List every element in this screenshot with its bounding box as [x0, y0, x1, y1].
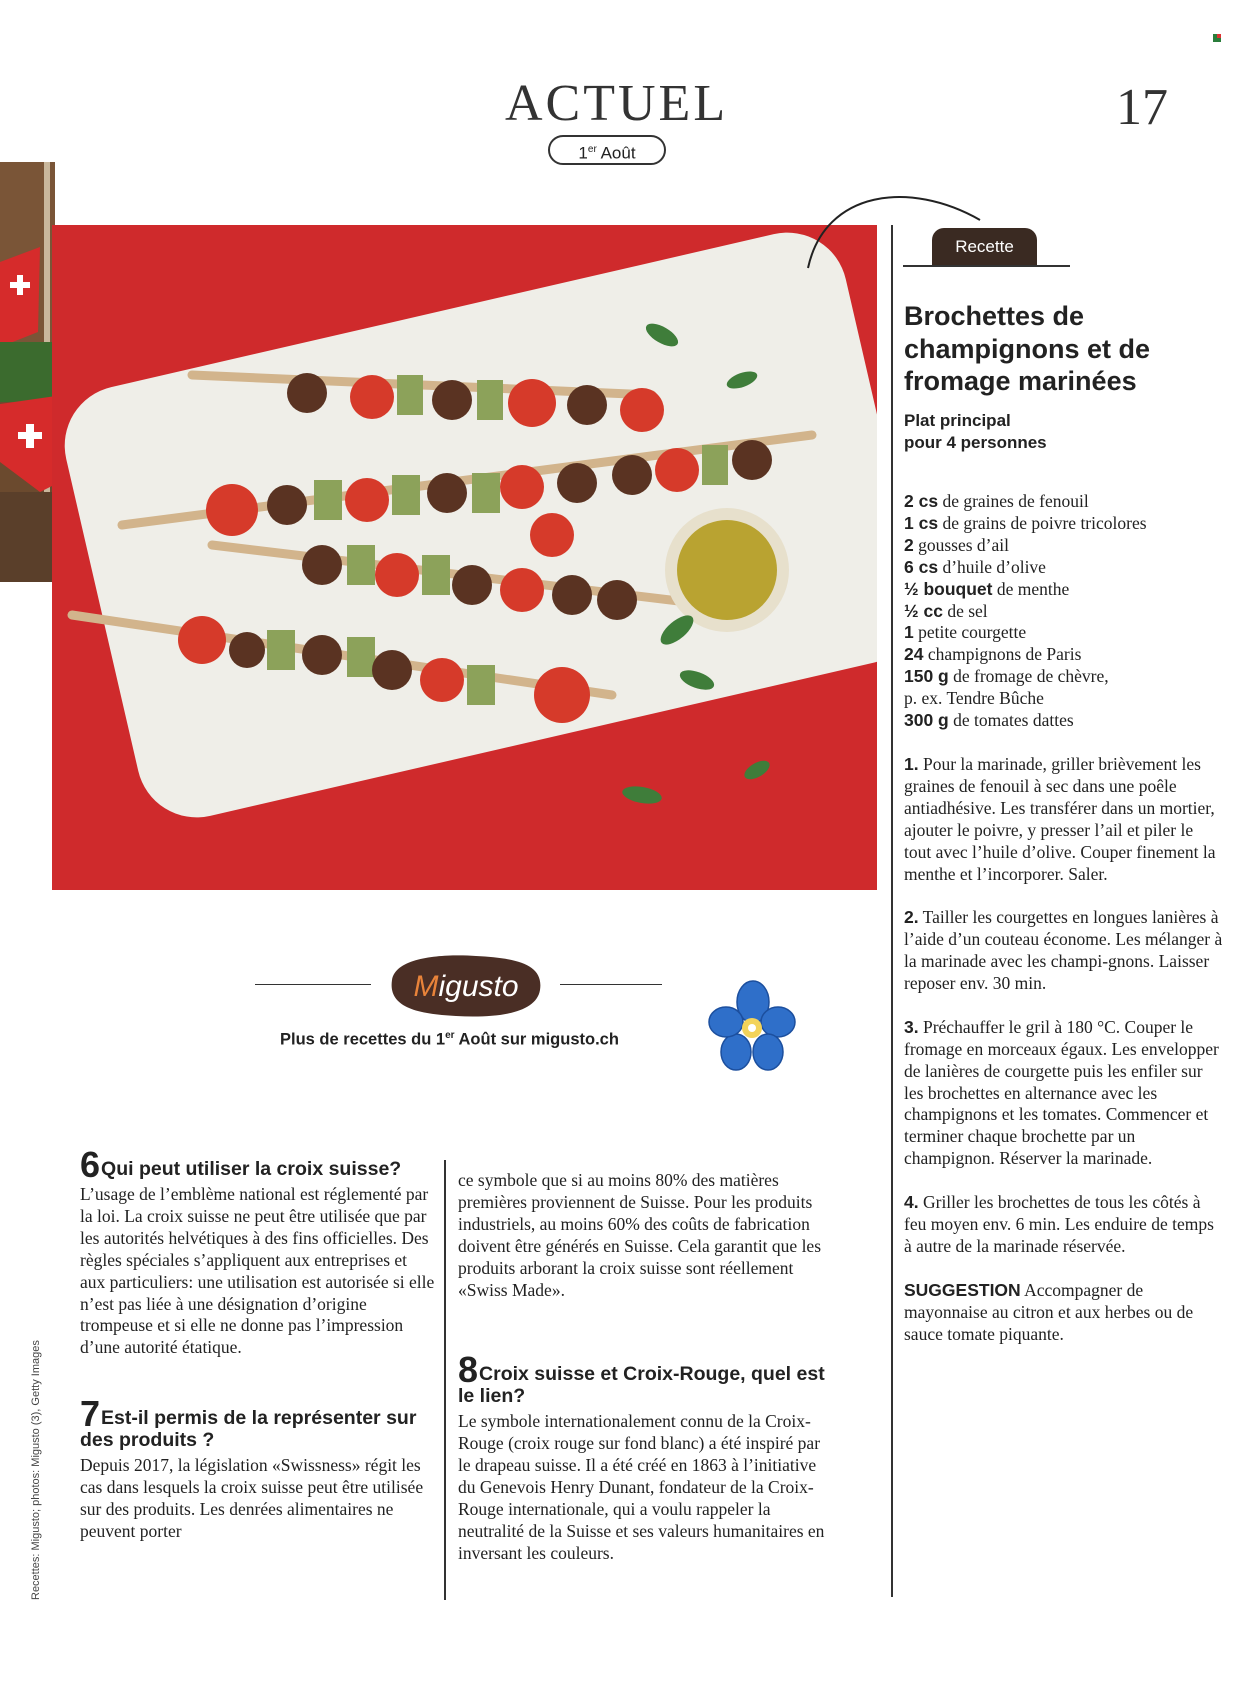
- ingredient-item: 2 cs de graines de fenouil: [904, 491, 1089, 511]
- recipe-step: 2. Tailler les courgettes en longues lanières à l’aide d’un couteau économe. Les mélanger à la marinade avec les champi-gnons. Laisser reposer env. 30 min.: [904, 907, 1223, 994]
- date-day: 1: [578, 143, 588, 163]
- faq-q7-continued: [458, 1170, 828, 1301]
- faq-q8-body: Le symbole internationalement connu de la Croix-Rouge (croix rouge sur fond blanc) a été inspiré par le drapeau suisse. Il a été créé en 1863 à l’initiative du Genevois Henry Dunant, fondateur de la Croix-Rouge internationale, qui a voulu rappeler la neutralité de la Suisse et ses valeurs humanitaires en inversant les couleurs.: [458, 1411, 825, 1563]
- ingredient-item: 2 gousses d’ail: [904, 534, 1010, 555]
- faq-q7-heading: 7 Est-il permis de la représenter sur des produits ?: [80, 1393, 417, 1452]
- ingredient-item: 300 g de tomates dattes: [904, 710, 1074, 731]
- page-number: 17: [1116, 79, 1168, 136]
- recipe-step: 3. Préchauffer le gril à 180 °C. Couper le fromage en morceaux égaux. Les envelopper de lanières de courgette puis les enfiler sur les brochettes en alternance avec les champignons et les tomates. Commencer et terminer chaque brochette par un champignon. Réserver la marinade.: [904, 1016, 1219, 1169]
- recipe-suggestion: SUGGESTION Accompagner de mayonnaise au citron et aux herbes ou de sauce tomate piquante.: [904, 1279, 1194, 1344]
- faq-q7-body-cont: ce symbole que si au moins 80% des matières premières proviennent de Suisse. Pour les produits industriels, au moins 60% des coûts de fabrication doivent être générés en Suisse. Cela garantit que les produits arborant la croix suisse sont réellement «Swiss Made».: [458, 1170, 822, 1300]
- skewers-illustration: [52, 225, 877, 890]
- photo-credit: Recettes: Migusto; photos: Migusto (3), Getty Images: [30, 1340, 42, 1600]
- faq-column-divider: [444, 1160, 446, 1600]
- faq-q6-body: L’usage de l’emblème national est réglementé par la loi. La croix suisse ne peut être utilisée que par les autorités helvétiques à des fins officielles. Des règles spéciales s’appliquent aux entreprises et aux particuliers: une utilisation est autorisée si elle n’est pas liée à une désignation d’origine trompeuse et si elle ne donne pas l’impression d’une autorité étatique.: [80, 1184, 435, 1358]
- sidebar-divider: [891, 225, 893, 1597]
- faq-q7: [80, 1393, 435, 1543]
- date-pill: [548, 135, 666, 165]
- date-sup: er: [587, 144, 597, 155]
- ingredient-item: ½ cc de sel: [904, 600, 988, 621]
- recipe-title: Brochettes de champignons et de fromage marinées: [904, 301, 1151, 396]
- faq-q6: [80, 1144, 435, 1359]
- faq-column-left: [80, 1144, 435, 1583]
- recipe-tab-rule: [903, 265, 1070, 267]
- recipe-steps: [904, 754, 1224, 1367]
- faq-q7-body: Depuis 2017, la législation «Swissness» régit les cas dans lesquels la croix suisse peut être utilisée sur des produits. Les denrées alimentaires ne peuvent porter: [80, 1455, 424, 1541]
- recipe-servings: pour 4 personnes: [904, 433, 1047, 452]
- migusto-logo[interactable]: [386, 950, 546, 1020]
- migusto-logo-m: M: [413, 970, 439, 1003]
- date-month: Août: [596, 143, 636, 163]
- migusto-rule-left: [255, 984, 371, 985]
- ingredient-item: 1 cs de grains de poivre tricolores: [904, 512, 1147, 533]
- ingredient-item: ½ bouquet de menthe: [904, 578, 1070, 599]
- ingredient-item: p. ex. Tendre Bûche: [904, 688, 1044, 709]
- ingredient-list: [904, 491, 1224, 732]
- migusto-promo[interactable]: Plus de recettes du 1er Août sur migusto.ch: [280, 1030, 619, 1049]
- recipe-tab: Recette: [932, 228, 1037, 266]
- ingredient-item: 24 champignons de Paris: [904, 644, 1082, 665]
- faq-q6-heading: 6 Qui peut utiliser la croix suisse?: [80, 1144, 402, 1185]
- faq-q8: [458, 1349, 828, 1564]
- recipe-step: 4. Griller les brochettes de tous les côtés à feu moyen env. 6 min. Les enduire de temps à autre de la marinade réservée.: [904, 1192, 1214, 1256]
- ingredient-item: 6 cs d’huile d’olive: [904, 556, 1046, 577]
- recipe-step: 1. Pour la marinade, griller brièvement les graines de fenouil à sec dans une poêle antiadhésive. Les transférer dans un mortier, ajouter le poivre, y presser l’ail et piler le tout avec l’huile d’olive. Couper finement la menthe et l’incorporer. Saler.: [904, 754, 1216, 884]
- recipe-subtitle: [904, 410, 1204, 454]
- svg-text:Migusto: [413, 970, 518, 1003]
- ingredient-item: 1 petite courgette: [904, 622, 1027, 643]
- migusto-logo-rest: igusto: [438, 970, 519, 1003]
- section-title: ACTUEL: [505, 75, 729, 132]
- skewers-photo: [52, 225, 877, 890]
- faq-column-right: [458, 1170, 828, 1605]
- migusto-rule-right: [560, 984, 662, 985]
- ingredient-item: 150 g de fromage de chèvre,: [904, 666, 1109, 687]
- faq-q8-heading: 8 Croix suisse et Croix-Rouge, quel est le lien?: [458, 1349, 825, 1408]
- edelweiss-flower-icon: [708, 980, 798, 1075]
- corner-mark: [1213, 34, 1221, 42]
- recipe-course: Plat principal: [904, 411, 1011, 430]
